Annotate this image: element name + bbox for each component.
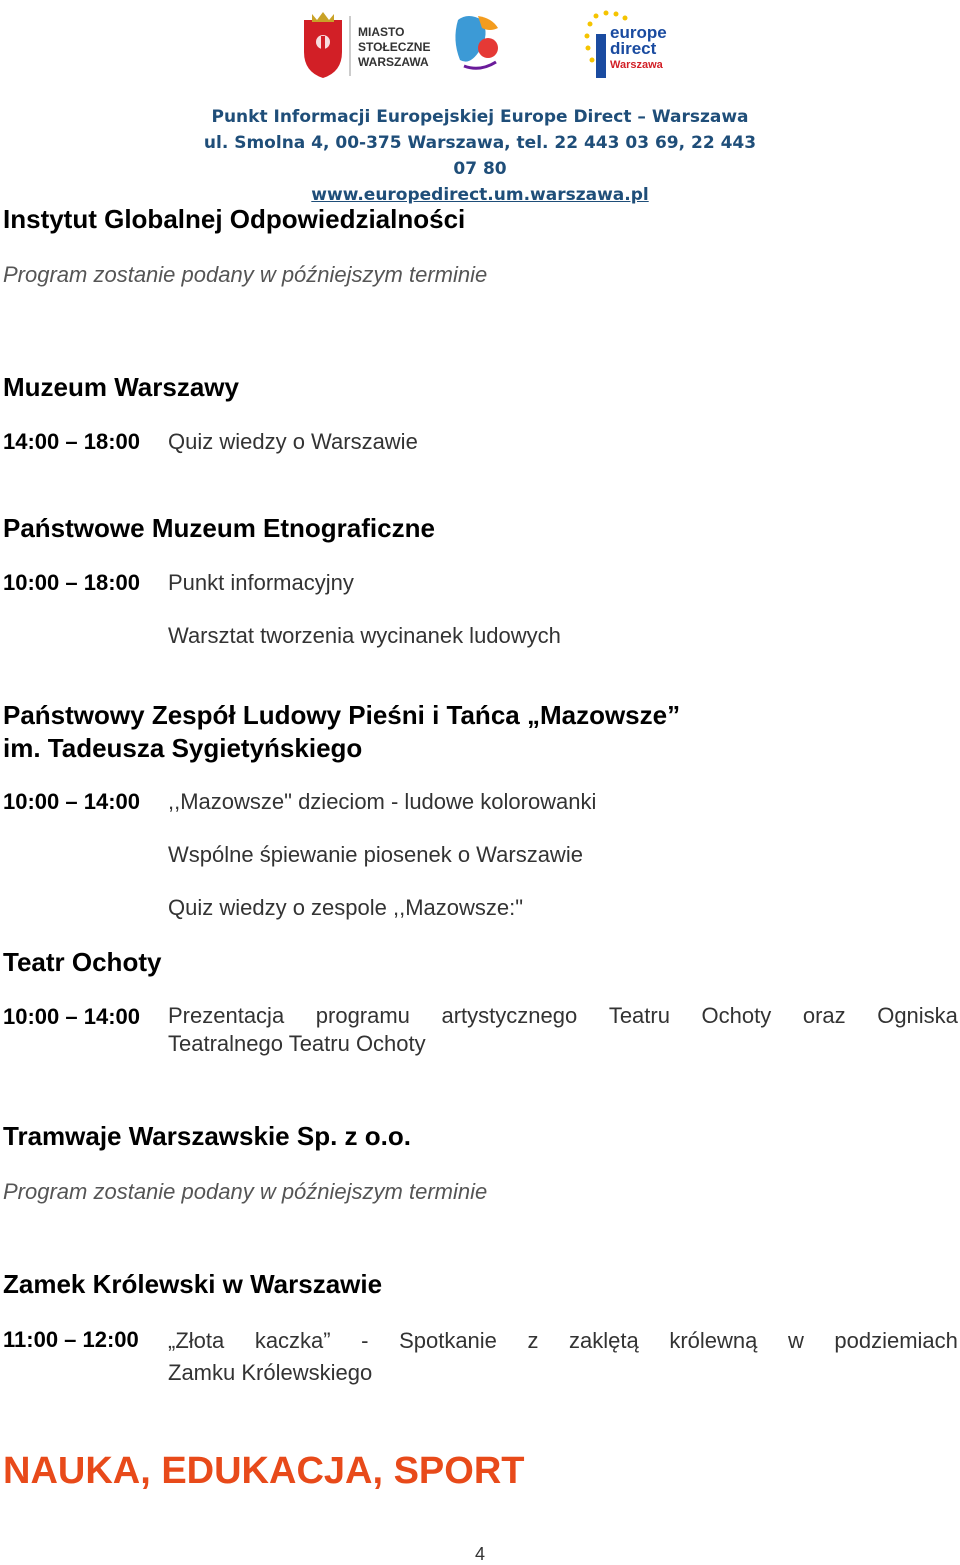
- word: -: [361, 1328, 369, 1353]
- warsaw-crest-logo: [300, 10, 440, 80]
- entry-tramwaje-title: Tramwaje Warszawskie Sp. z o.o.: [3, 1121, 411, 1151]
- entry-muzeum-title: Muzeum Warszawy: [3, 372, 239, 402]
- entry-mazowsze-item-1: ,,Mazowsze" dzieciom - ludowe kolorowanki: [168, 789, 597, 814]
- ed-logo-line1: europe: [610, 23, 667, 42]
- entry-zamek-desc: [168, 1325, 958, 1389]
- word: w: [787, 1328, 804, 1353]
- contact-line-1: Punkt Informacji Europejskiej Europe Direct – Warszawa: [211, 107, 749, 127]
- entry-zamek-title: Zamek Królewski w Warszawie: [3, 1269, 383, 1299]
- word: oraz: [802, 1003, 846, 1028]
- entry-muzeum-item: Quiz wiedzy o Warszawie: [168, 429, 418, 454]
- word: Ogniska: [877, 1003, 958, 1028]
- entry-mazowsze-title-1: Państwowy Zespół Ludowy Pieśni i Tańca „Mazowsze”: [3, 700, 681, 730]
- entry-mazowsze-title-2: im. Tadeusza Sygietyńskiego: [3, 733, 363, 763]
- ed-logo-line3: Warszawa: [610, 59, 663, 71]
- city-logo-line3: WARSZAWA: [358, 55, 429, 69]
- campaign-logo: [450, 10, 510, 80]
- word: artystycznego: [441, 1003, 578, 1028]
- entry-tramwaje-note: Program zostanie podany w późniejszym terminie: [3, 1179, 488, 1204]
- entry-mazowsze-time: 10:00 – 14:00: [3, 789, 140, 814]
- entry-mazowsze-item-2: Wspólne śpiewanie piosenek o Warszawie: [168, 842, 583, 867]
- word: królewną: [669, 1328, 758, 1353]
- contact-block: [200, 104, 760, 208]
- page-number: 4: [474, 1544, 485, 1564]
- entry-ochota-time: 10:00 – 14:00: [3, 1004, 140, 1029]
- word: Teatru: [608, 1003, 670, 1028]
- entry-muzeum-row: [3, 429, 418, 455]
- entry-zamek-desc-line-1: [168, 1325, 958, 1357]
- word: zaklętą: [569, 1328, 639, 1353]
- word: Prezentacja: [168, 1003, 285, 1028]
- entry-ochota-desc-line-1: [168, 1002, 958, 1030]
- word: Ochoty: [701, 1003, 772, 1028]
- entry-ochota-row: [3, 1004, 168, 1030]
- word: podziemiach: [834, 1328, 958, 1353]
- city-logo-line1: MIASTO: [358, 25, 405, 39]
- contact-url-link[interactable]: www.europedirect.um.warszawa.pl: [311, 185, 649, 205]
- header-logos: [300, 10, 680, 85]
- contact-line-2: ul. Smolna 4, 00-375 Warszawa, tel. 22 443 03 69, 22 443 07 80: [203, 133, 757, 179]
- entry-etno-row: [3, 570, 354, 596]
- entry-ochota-title: Teatr Ochoty: [3, 947, 162, 977]
- entry-muzeum-time: 14:00 – 18:00: [3, 429, 140, 454]
- word: Spotkanie: [399, 1328, 497, 1353]
- section-heading: NAUKA, EDUKACJA, SPORT: [3, 1450, 525, 1492]
- entry-ochota-desc: [168, 1002, 958, 1058]
- word: kaczka”: [254, 1328, 331, 1353]
- entry-etno-item-2: Warsztat tworzenia wycinanek ludowych: [168, 623, 561, 648]
- city-logo-line2: STOŁECZNE: [358, 40, 431, 54]
- entry-igo-title: Instytut Globalnej Odpowiedzialności: [3, 204, 466, 234]
- entry-igo-note: Program zostanie podany w późniejszym terminie: [3, 262, 488, 287]
- entry-zamek-row: [3, 1327, 168, 1353]
- entry-mazowsze-item-3: Quiz wiedzy o zespole ,,Mazowsze:": [168, 895, 524, 920]
- word: z: [527, 1328, 539, 1353]
- europe-direct-logo: [582, 10, 682, 80]
- entry-ochota-desc-line-2: Teatralnego Teatru Ochoty: [168, 1031, 426, 1056]
- word: programu: [315, 1003, 410, 1028]
- entry-etno-title: Państwowe Muzeum Etnograficzne: [3, 513, 435, 543]
- word: „Złota: [168, 1328, 225, 1353]
- entry-zamek-desc-line-2: Zamku Królewskiego: [168, 1360, 373, 1385]
- entry-zamek-time: 11:00 – 12:00: [3, 1327, 139, 1352]
- entry-etno-item-1: Punkt informacyjny: [168, 570, 354, 595]
- entry-mazowsze-row: [3, 789, 596, 815]
- entry-etno-time: 10:00 – 18:00: [3, 570, 140, 595]
- ed-logo-line2: direct: [610, 39, 657, 58]
